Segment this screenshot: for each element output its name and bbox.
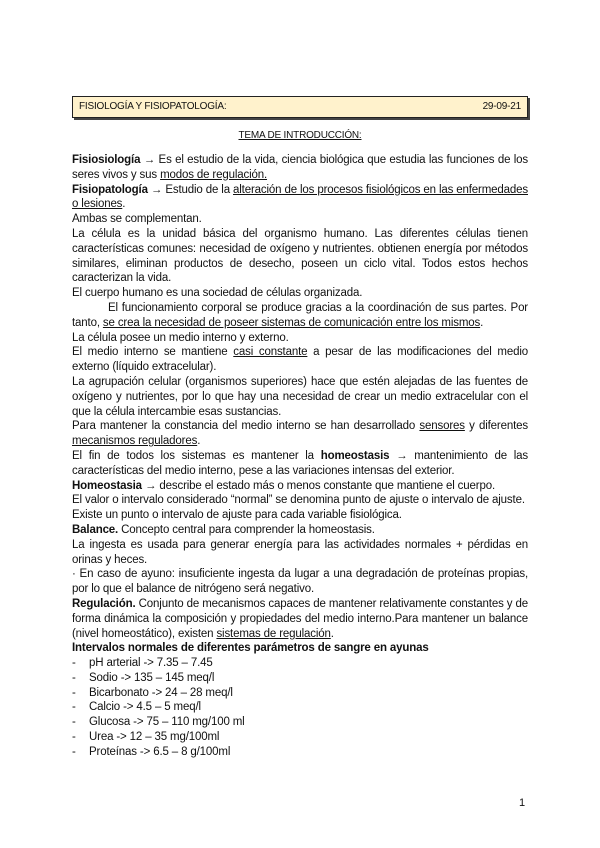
header-box	[72, 96, 528, 118]
ingesta-paragraph: La ingesta es usada para generar energía para las actividades normales + pérdidas en orinas y heces.	[72, 538, 528, 566]
document-body	[72, 153, 528, 760]
homeostasia-definition: Homeostasia → describe el estado más o menos constante que mantiene el cuerpo.	[72, 479, 495, 492]
agrupacion-paragraph: La agrupación celular (organismos superiores) hace que estén alejadas de las fuentes de oxígeno y nutrientes, por lo que hay una necesidad de crear un medio extracelular con el que la célula intercambie esas sustancias.	[72, 375, 528, 418]
list-item: - Glucosa -> 75 – 110 mg/100 ml	[72, 715, 528, 730]
fisiosiologia-definition: Fisiosiología → Es el estudio de la vida, ciencia biológica que estudia las funciones de los seres vivos y sus modos de regulación.	[72, 154, 528, 181]
list-item: - pH arterial -> 7.35 – 7.45	[72, 656, 528, 671]
celula-paragraph: La célula es la unidad básica del organismo humano. Las diferentes células tienen características comunes: necesidad de oxígeno y nutrientes. obtienen energía por métodos similares, eliminan productos de desecho, poseen un ciclo vital. Todos estos hechos caracterizan la vida.	[72, 227, 528, 285]
funcionamiento-paragraph: El funcionamiento corporal se produce gracias a la coordinación de sus partes. Por tanto, se crea la necesidad de poseer sistemas de comunicación entre los mismos.	[72, 301, 528, 329]
list-item: - Proteínas -> 6.5 – 8 g/100ml	[72, 745, 528, 760]
subject-title: FISIOLOGÍA Y FISIOPATOLOGÍA:	[79, 101, 227, 112]
sensores-paragraph: Para mantener la constancia del medio interno se han desarrollado sensores y diferentes mecanismos reguladores.	[72, 420, 528, 448]
parameter-list	[72, 656, 528, 760]
page-number: 1	[519, 797, 526, 809]
topic-title: TEMA DE INTRODUCCIÓN:	[238, 130, 362, 141]
balance-definition: Balance. Concepto central para comprender la homeostasis.	[72, 523, 375, 536]
fisiopatologia-definition: Fisiopatología → Estudio de la alteración de los procesos fisiológicos en las enfermedades o lesiones.	[72, 183, 528, 211]
intervalos-title: Intervalos normales de diferentes parámetros de sangre en ayunas	[72, 642, 429, 655]
complement-note: Ambas se complementan.	[72, 213, 202, 226]
header-date: 29-09-21	[482, 101, 521, 112]
list-item: - Bicarbonato -> 24 – 28 meq/l	[72, 686, 528, 701]
existe-paragraph: Existe un punto o intervalo de ajuste para cada variable fisiológica.	[72, 509, 402, 522]
list-item: - Urea -> 12 – 35 mg/100ml	[72, 730, 528, 745]
homeostasis-goal-paragraph: El fin de todos los sistemas es mantener la homeostasis → mantenimiento de las características del medio interno, pese a las variaciones intensas del exterior.	[72, 449, 528, 477]
constante-paragraph: El medio interno se mantiene casi constante a pesar de las modificaciones del medio externo (líquido extracelular).	[72, 346, 528, 374]
medio-paragraph: La célula posee un medio interno y externo.	[72, 331, 289, 344]
ayuno-paragraph: · En caso de ayuno: insuficiente ingesta da lugar a una degradación de proteínas propias, por lo que el balance de nitrógeno será negativo.	[72, 568, 528, 596]
list-item: - Calcio -> 4.5 – 5 meq/l	[72, 700, 528, 715]
valor-paragraph: El valor o intervalo considerado “normal” se denomina punto de ajuste o intervalo de ajuste.	[72, 494, 525, 507]
list-item: - Sodio -> 135 – 145 meq/l	[72, 671, 528, 686]
sociedad-paragraph: El cuerpo humano es una sociedad de células organizada.	[72, 287, 363, 300]
regulacion-definition: Regulación. Conjunto de mecanismos capaces de mantener relativamente constantes y de forma dinámica la composición y propiedades del medio interno.Para mantener un balance (nivel homeostático), existen sistemas de regulación.	[72, 597, 528, 640]
